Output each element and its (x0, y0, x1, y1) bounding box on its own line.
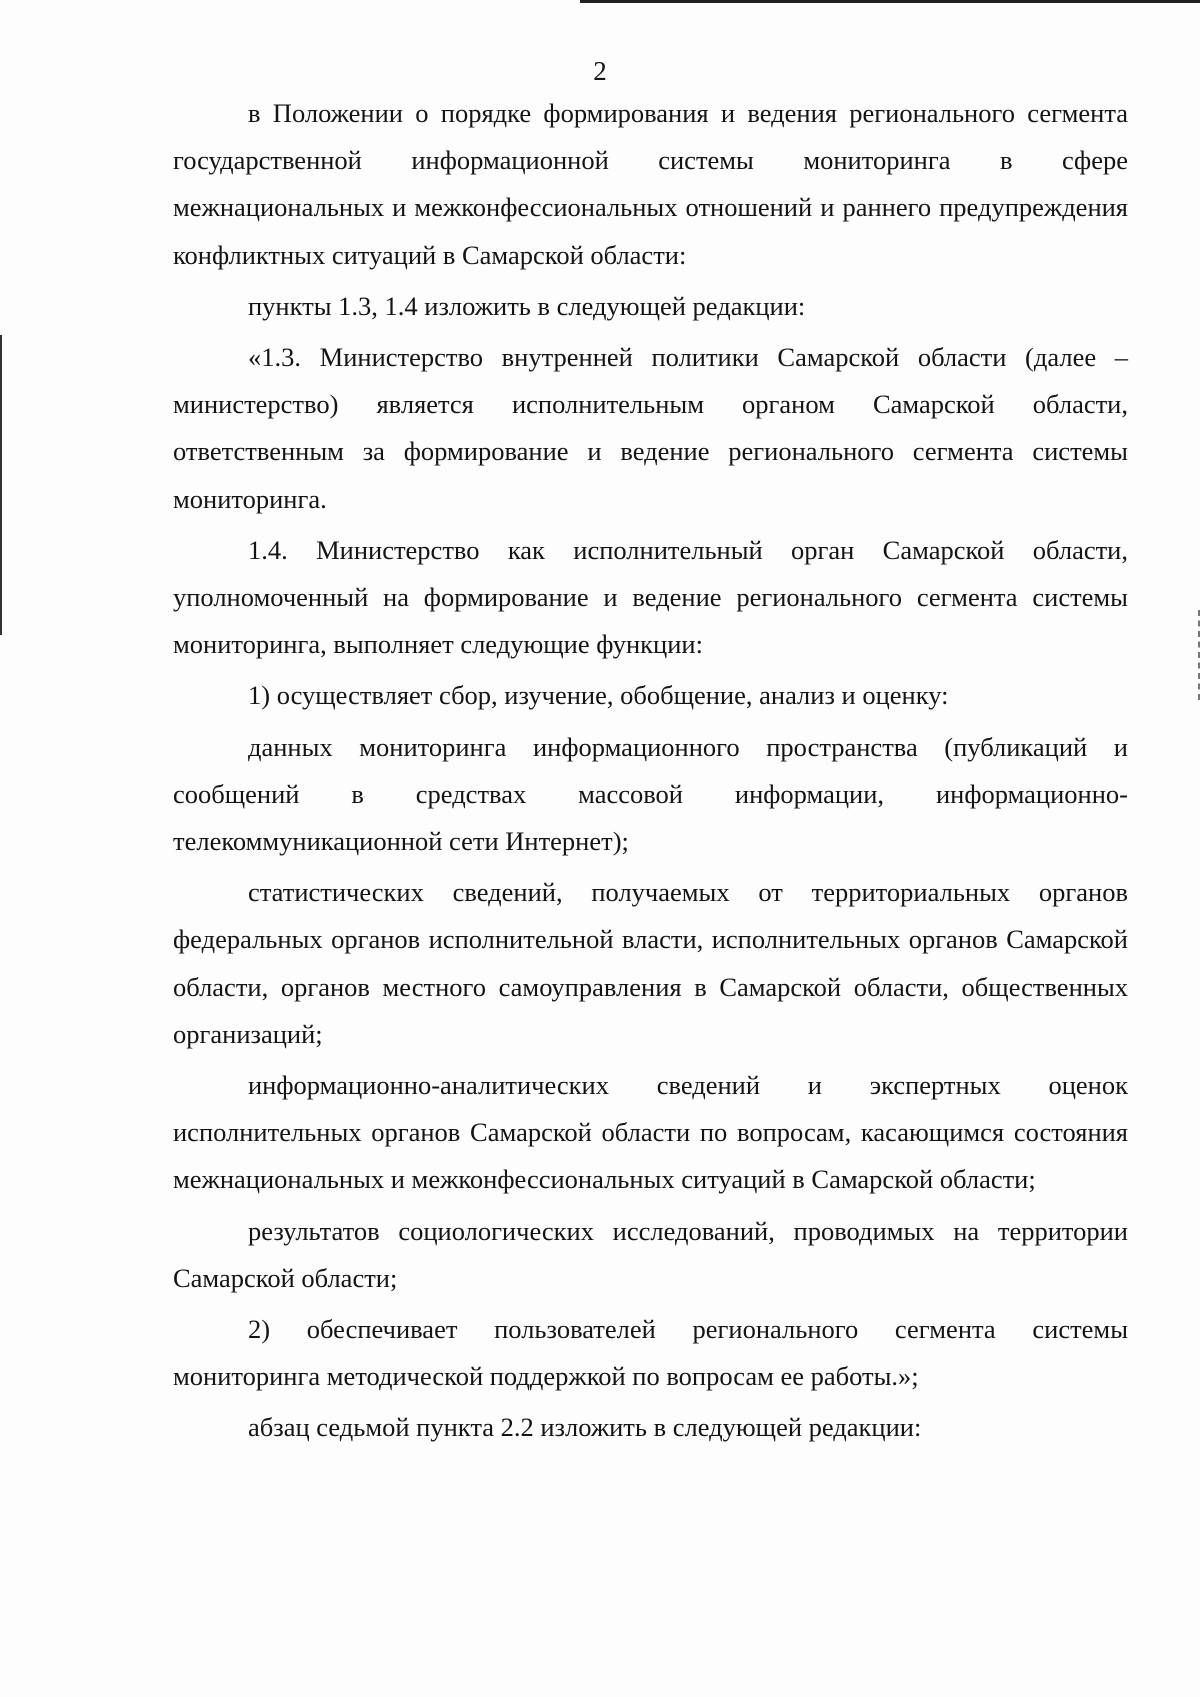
paragraph-amend-1-3-1-4: пункты 1.3, 1.4 изложить в следующей редакции: (248, 290, 806, 321)
paragraph-intro: в Положении о порядке формирования и ведения регионального сегмента государственной информационной системы мониторинга в сфере межнациональных и межконфессиональных отношений и раннего предупреждения конфликтных ситуаций в Самарской области: (173, 98, 1128, 270)
paragraph-1-4: 1.4. Министерство как исполнительный орган Самарской области, уполномоченный на формирование и ведение регионального сегмента системы мониторинга, выполняет следующие функции: (173, 534, 1128, 660)
document-body (173, 90, 1128, 1452)
paragraph-function-2: 2) обеспечивает пользователей регионального сегмента системы мониторинга методической поддержкой по вопросам ее работы.»; (173, 1314, 1128, 1392)
paragraph-function-1: 1) осуществляет сбор, изучение, обобщение, анализ и оценку: (248, 680, 949, 711)
scan-edge-left (0, 335, 2, 635)
scan-edge-top (580, 0, 1200, 3)
paragraph-monitoring-data: данных мониторинга информационного пространства (публикаций и сообщений в средствах массовой информации, информационно-телекоммуникационной сети Интернет); (173, 731, 1128, 857)
paragraph-expert-assessments: информационно-аналитических сведений и экспертных оценок исполнительных органов Самарской области по вопросам, касающимся состояния межнациональных и межконфессиональных ситуаций в Самарской области; (173, 1070, 1128, 1195)
paragraph-sociological-research: результатов социологических исследований, проводимых на территории Самарской области; (173, 1215, 1128, 1293)
scan-edge-right (1196, 610, 1200, 700)
paragraph-amend-2-2: абзац седьмой пункта 2.2 изложить в следующей редакции: (248, 1412, 922, 1443)
page-number: 2 (593, 56, 607, 86)
paragraph-statistics: статистических сведений, получаемых от территориальных органов федеральных органов исполнительной власти, исполнительных органов Самарской области, органов местного самоуправления в Самарской области, общественных организаций; (173, 877, 1128, 1049)
paragraph-1-3: «1.3. Министерство внутренней политики Самарской области (далее – министерство) является исполнительным органом Самарской области, ответственным за формирование и ведение регионального сегмента системы мониторинга. (173, 342, 1128, 514)
